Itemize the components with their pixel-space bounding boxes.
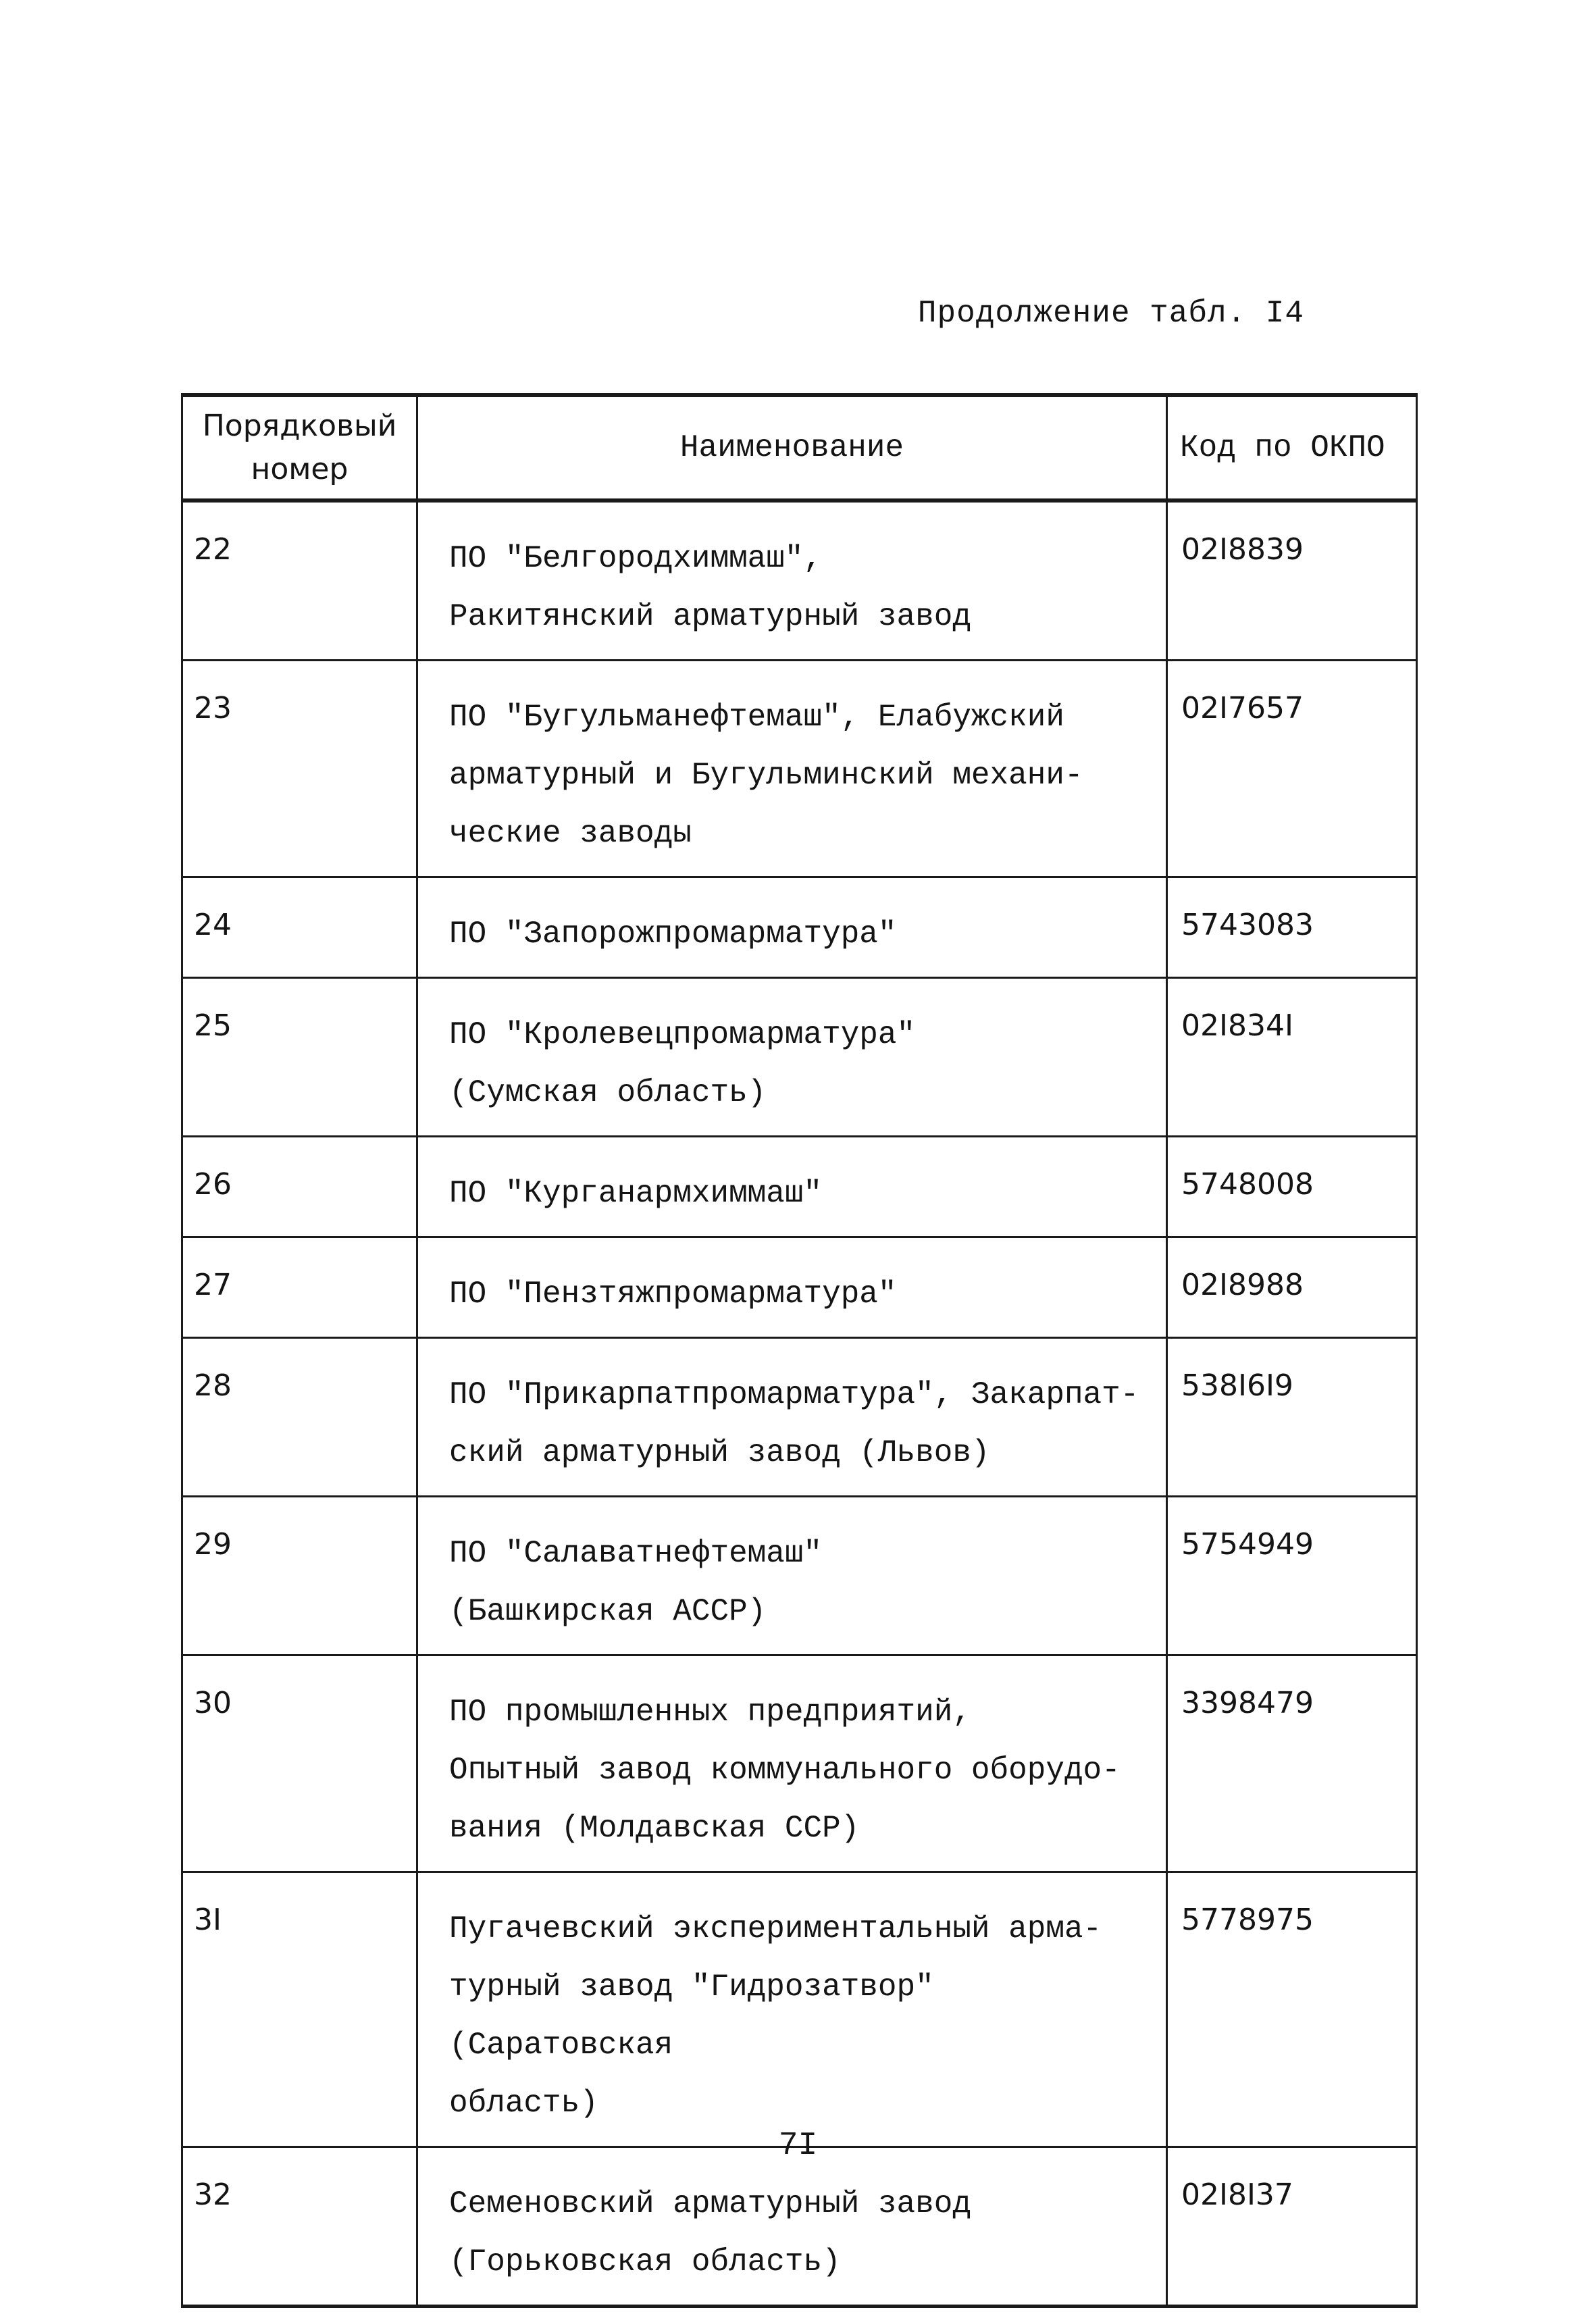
row-number: 25 [182,978,417,1137]
row-okpo-code: 5748008 [1167,1137,1417,1237]
table-row [182,1237,1417,1338]
enterprise-table [181,393,1418,2308]
row-name: ПО "Запорожпромарматура" [417,877,1167,978]
table-row [182,978,1417,1137]
table-row [182,1655,1417,1872]
row-name: ПО "Кролевецпромарматура" (Сумская область) [417,978,1167,1137]
table-row [182,1497,1417,1655]
row-number: 24 [182,877,417,978]
row-okpo-code: 538I6I9 [1167,1338,1417,1497]
table-row [182,2147,1417,2307]
header-code: Код по ОКПО [1167,395,1417,500]
row-name: ПО "Прикарпатпромарматура", Закарпат- ский арматурный завод (Львов) [417,1338,1167,1497]
row-name: ПО "Пензтяжпромарматура" [417,1237,1167,1338]
table-row [182,1338,1417,1497]
row-number: 32 [182,2147,417,2307]
row-okpo-code: 5754949 [1167,1497,1417,1655]
table-body [182,500,1417,2307]
header-name: Наименование [417,395,1167,500]
row-name: ПО "Салаватнефтемаш" (Башкирская АССР) [417,1497,1167,1655]
row-okpo-code: 02I8988 [1167,1237,1417,1338]
row-number: 30 [182,1655,417,1872]
row-number: 29 [182,1497,417,1655]
row-okpo-code: 02I834I [1167,978,1417,1137]
row-number: 3I [182,1872,417,2147]
row-number: 26 [182,1137,417,1237]
row-okpo-code: 5778975 [1167,1872,1417,2147]
row-name: ПО промышленных предприятий, Опытный завод коммунального оборудо- вания (Молдавская ССР) [417,1655,1167,1872]
row-okpo-code: 3398479 [1167,1655,1417,1872]
row-number: 23 [182,661,417,877]
row-number: 22 [182,500,417,661]
table-row [182,877,1417,978]
row-okpo-code: 02I8839 [1167,500,1417,661]
row-okpo-code: 5743083 [1167,877,1417,978]
table-row [182,1872,1417,2147]
table-row [182,661,1417,877]
row-name: ПО "Курганармхиммаш" [417,1137,1167,1237]
row-name: ПО "Бугульманефтемаш", Елабужский арматурный и Бугульминский механи- ческие заводы [417,661,1167,877]
row-name: Семеновский арматурный завод (Горьковская область) [417,2147,1167,2307]
row-number: 27 [182,1237,417,1338]
table-row [182,500,1417,661]
row-name: Пугачевский экспериментальный арма- турный завод "Гидрозатвор" (Саратовская область) [417,1872,1167,2147]
header-number: Порядковый номер [182,395,417,500]
table-header-row [182,395,1417,500]
table-caption: Продолжение табл. I4 [917,296,1304,331]
row-name: ПО "Белгородхиммаш", Ракитянский арматурный завод [417,500,1167,661]
table-row [182,1137,1417,1237]
page-number: 7I [778,2128,818,2164]
row-okpo-code: 02I7657 [1167,661,1417,877]
row-number: 28 [182,1338,417,1497]
row-okpo-code: 02I8I37 [1167,2147,1417,2307]
